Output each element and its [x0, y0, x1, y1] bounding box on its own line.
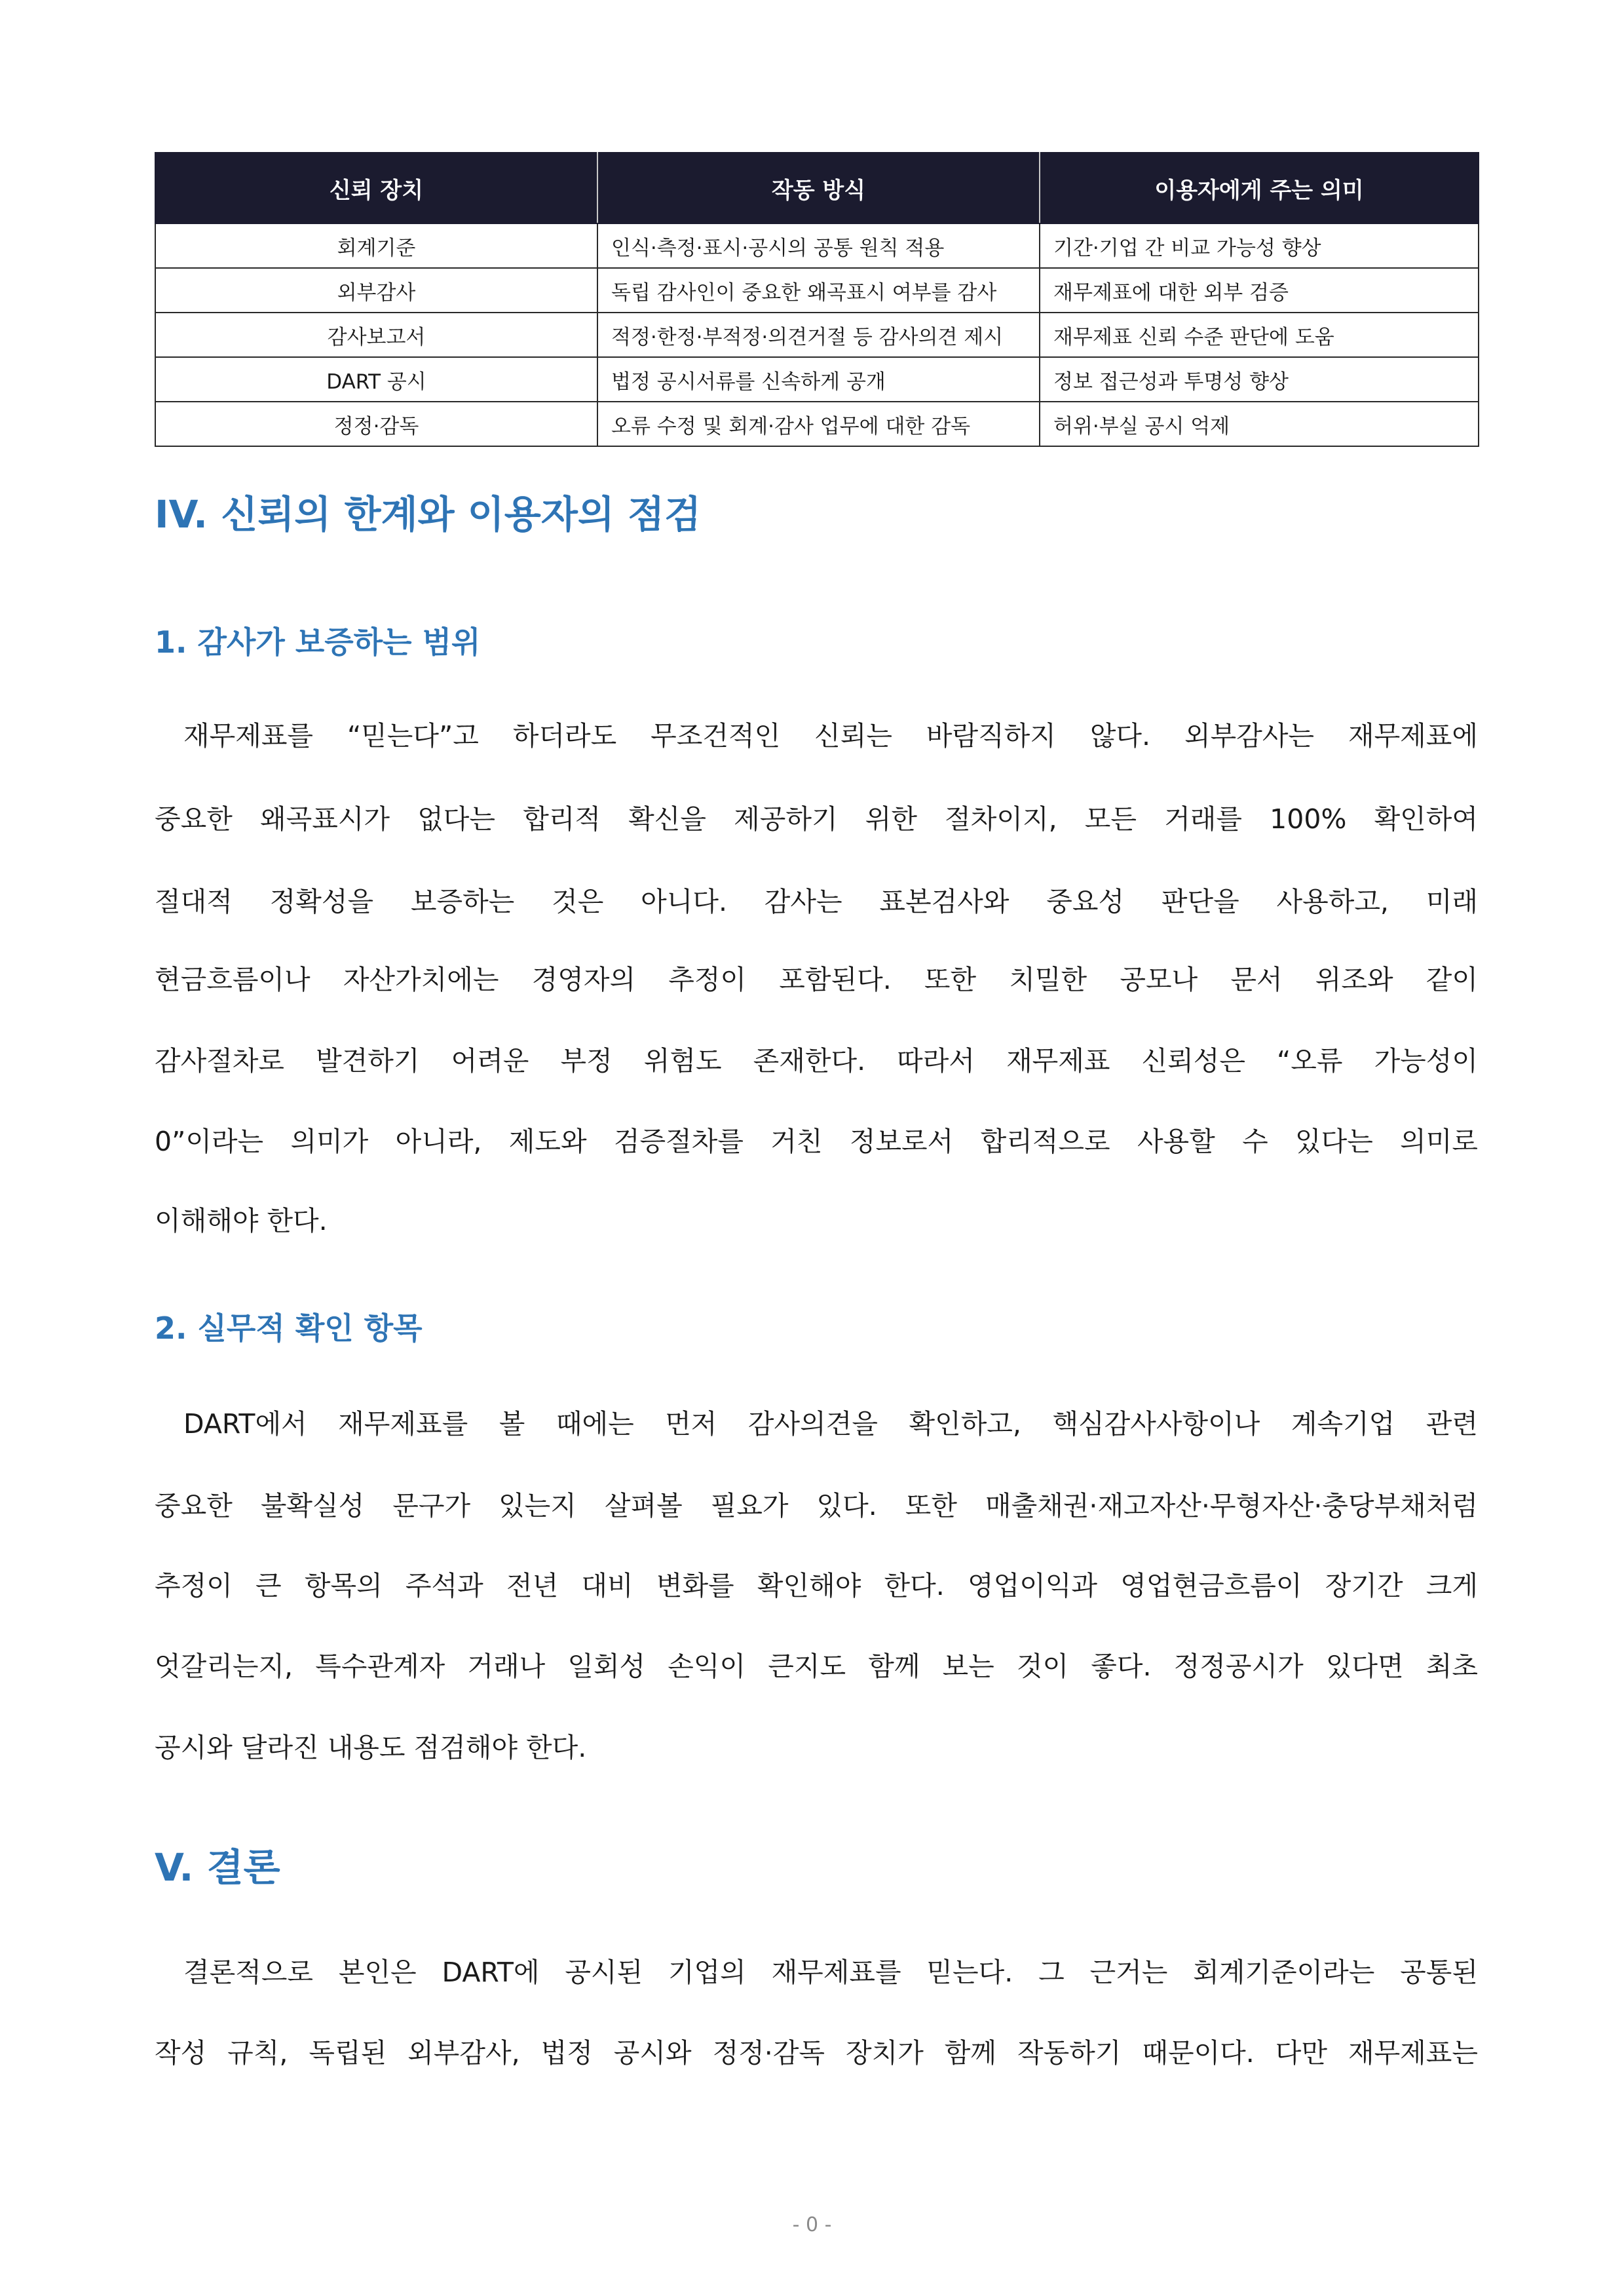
- paragraph-line: 결론적으로 본인은 DART에 공시된 기업의 재무제표를 믿는다. 그 근거는 회계기준이라는 공통된: [183, 1957, 1478, 1988]
- table-cell: 독립 감사인이 중요한 왜곡표시 여부를 감사: [597, 268, 1040, 313]
- paragraph-line: 추정이 큰 항목의 주석과 전년 대비 변화를 확인해야 한다. 영업이익과 영업현금흐름이 장기간 크게: [155, 1570, 1478, 1601]
- table-cell: 재무제표에 대한 외부 검증: [1040, 268, 1479, 313]
- table-cell: 인식·측정·표시·공시의 공통 원칙 적용: [597, 223, 1040, 268]
- table-cell: 회계기준: [155, 223, 597, 268]
- paragraph-line: 0”이라는 의미가 아니라, 제도와 검증절차를 거친 정보로서 합리적으로 사용할 수 있다는 의미로: [155, 1126, 1478, 1157]
- table-row: [155, 357, 1479, 402]
- table-cell: DART 공시: [155, 357, 597, 402]
- paragraph-line: 중요한 왜곡표시가 없다는 합리적 확신을 제공하기 위한 절차이지, 모든 거래를 100% 확인하여: [155, 803, 1478, 835]
- paragraph-line: 이해해야 한다.: [155, 1205, 328, 1236]
- paragraph-line: 작성 규칙, 독립된 외부감사, 법정 공시와 정정·감독 장치가 함께 작동하기 때문이다. 다만 재무제표는: [155, 2037, 1478, 2069]
- table-cell: 감사보고서: [155, 313, 597, 357]
- table-cell: 외부감사: [155, 268, 597, 313]
- paragraph-line: 중요한 불확실성 문구가 있는지 살펴볼 필요가 있다. 또한 매출채권·재고자산·무형자산·충당부채처럼: [155, 1490, 1478, 1521]
- table-cell: 오류 수정 및 회계·감사 업무에 대한 감독: [597, 402, 1040, 446]
- paragraph-line: 엇갈리는지, 특수관계자 거래나 일회성 손익이 큰지도 함께 보는 것이 좋다. 정정공시가 있다면 최초: [155, 1651, 1478, 1682]
- table-cell: 허위·부실 공시 억제: [1040, 402, 1479, 446]
- table-row: [155, 313, 1479, 357]
- table-header-cell: 이용자에게 주는 의미: [1040, 153, 1479, 223]
- paragraph-line: 공시와 달라진 내용도 점검해야 한다.: [155, 1732, 587, 1763]
- trust-mechanism-table: [155, 152, 1479, 447]
- paragraph-line: DART에서 재무제표를 볼 때에는 먼저 감사의견을 확인하고, 핵심감사사항이나 계속기업 관련: [183, 1408, 1478, 1440]
- paragraph-line: 현금흐름이나 자산가치에는 경영자의 추정이 포함된다. 또한 치밀한 공모나 문서 위조와 같이: [155, 964, 1478, 995]
- section-heading: IV. 신뢰의 한계와 이용자의 점검: [155, 492, 702, 537]
- paragraph-line: 재무제표를 “믿는다”고 하더라도 무조건적인 신뢰는 바람직하지 않다. 외부감사는 재무제표에: [183, 720, 1478, 752]
- table-cell: 정정·감독: [155, 402, 597, 446]
- table-row: [155, 223, 1479, 268]
- table-header-cell: 작동 방식: [597, 153, 1040, 223]
- subsection-heading: 1. 감사가 보증하는 범위: [155, 624, 481, 660]
- table-row: [155, 402, 1479, 446]
- table-cell: 정보 접근성과 투명성 향상: [1040, 357, 1479, 402]
- table-cell: 기간·기업 간 비교 가능성 향상: [1040, 223, 1479, 268]
- page-number: - 0 -: [792, 2213, 832, 2236]
- subsection-heading: 2. 실무적 확인 항목: [155, 1311, 423, 1346]
- table-cell: 법정 공시서류를 신속하게 공개: [597, 357, 1040, 402]
- table-cell: 재무제표 신뢰 수준 판단에 도움: [1040, 313, 1479, 357]
- section-heading: V. 결론: [155, 1845, 280, 1890]
- table-header-cell: 신뢰 장치: [155, 153, 597, 223]
- paragraph-line: 절대적 정확성을 보증하는 것은 아니다. 감사는 표본검사와 중요성 판단을 사용하고, 미래: [155, 886, 1478, 917]
- table-cell: 적정·한정·부적정·의견거절 등 감사의견 제시: [597, 313, 1040, 357]
- table-row: [155, 268, 1479, 313]
- paragraph-line: 감사절차로 발견하기 어려운 부정 위험도 존재한다. 따라서 재무제표 신뢰성은 “오류 가능성이: [155, 1045, 1478, 1077]
- table-header-row: [155, 153, 1479, 223]
